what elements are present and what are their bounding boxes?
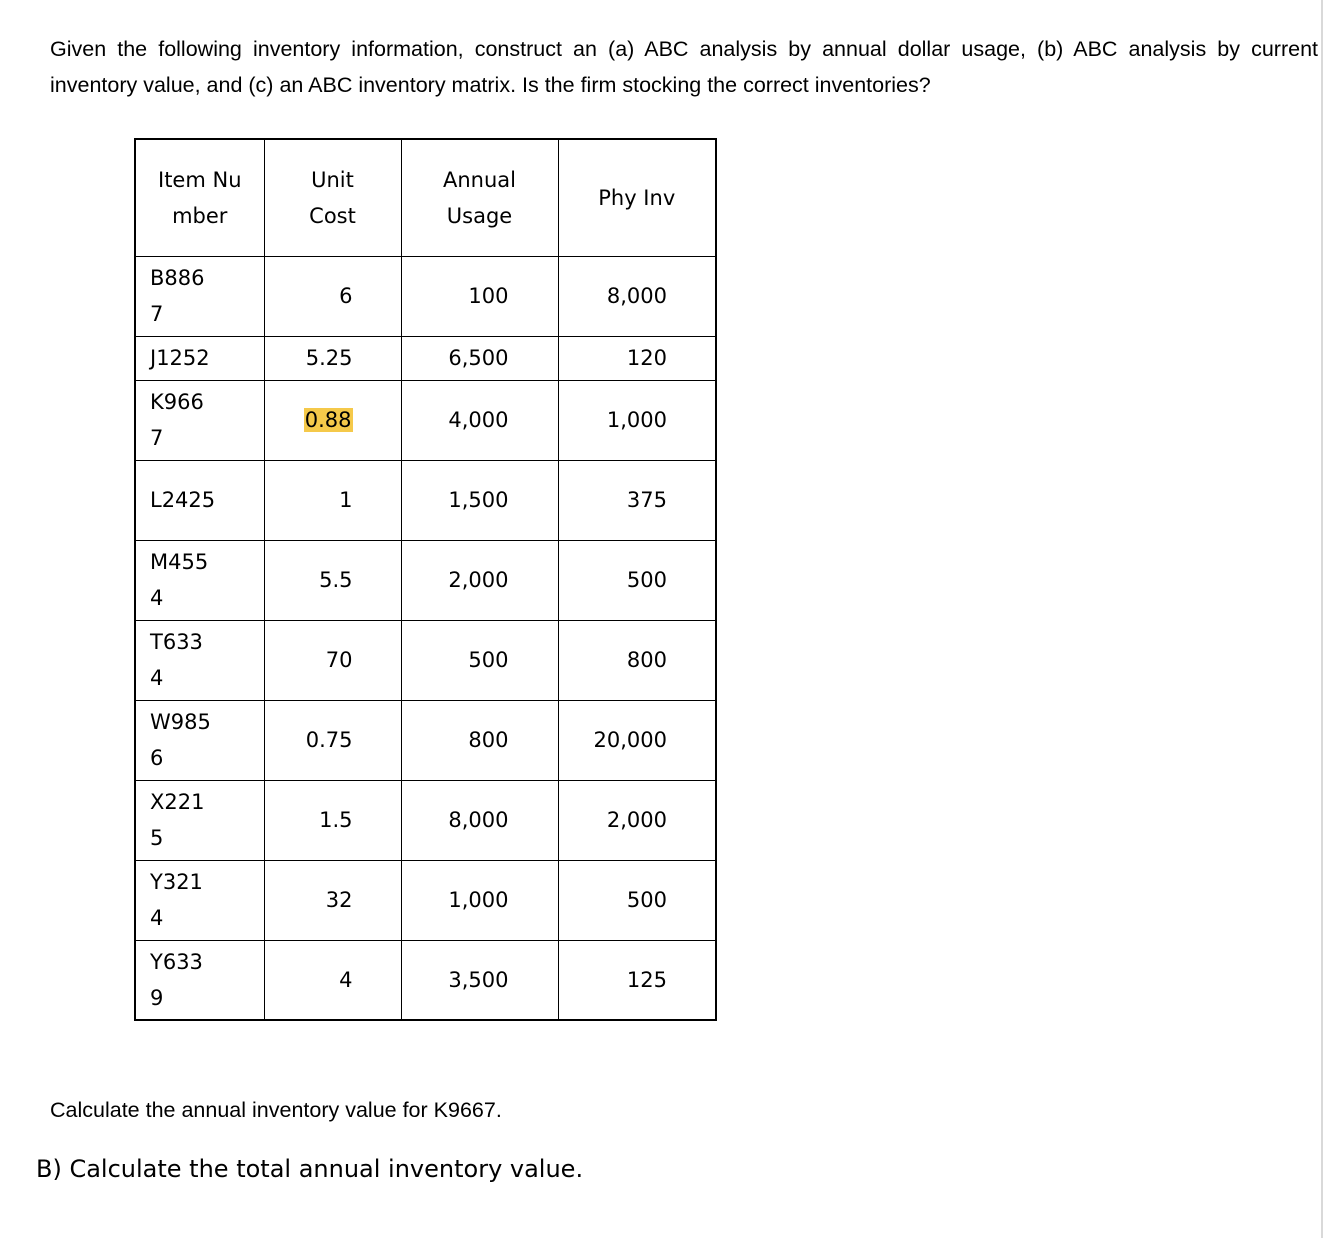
unit-cost-cell: 32 bbox=[264, 860, 401, 940]
item-number-cell: Y6339 bbox=[135, 940, 264, 1020]
table-row bbox=[135, 780, 716, 860]
header-item-number: Item Number bbox=[135, 139, 264, 256]
item-number-cell: B8867 bbox=[135, 256, 264, 336]
phy-inv-cell: 2,000 bbox=[558, 780, 716, 860]
annual-usage-cell: 100 bbox=[401, 256, 558, 336]
item-number-cell: M4554 bbox=[135, 540, 264, 620]
unit-cost-cell: 0.75 bbox=[264, 700, 401, 780]
inventory-table bbox=[134, 138, 717, 1021]
annual-usage-cell: 3,500 bbox=[401, 940, 558, 1020]
phy-inv-cell: 120 bbox=[558, 336, 716, 380]
unit-cost-cell: 5.5 bbox=[264, 540, 401, 620]
unit-cost-cell: 4 bbox=[264, 940, 401, 1020]
header-phy-inv: Phy Inv bbox=[558, 139, 716, 256]
table-row bbox=[135, 700, 716, 780]
table-row bbox=[135, 940, 716, 1020]
item-number-cell: J1252 bbox=[135, 336, 264, 380]
table-row bbox=[135, 336, 716, 380]
item-number-cell: W9856 bbox=[135, 700, 264, 780]
page-right-edge bbox=[1321, 0, 1323, 1238]
item-number-cell: X2215 bbox=[135, 780, 264, 860]
header-unit-cost: Unit Cost bbox=[264, 139, 401, 256]
header-annual-usage: Annual Usage bbox=[401, 139, 558, 256]
table-row bbox=[135, 620, 716, 700]
item-number-cell: L2425 bbox=[135, 460, 264, 540]
annual-usage-cell: 1,500 bbox=[401, 460, 558, 540]
part-b-text: B) Calculate the total annual inventory value. bbox=[36, 1155, 584, 1183]
problem-statement: Given the following inventory information, construct an (a) ABC analysis by annual dollar usage, (b) ABC analysis by current inventory value, and (c) an ABC inventory matrix. Is the firm stocking the correct inventories? bbox=[50, 37, 1318, 97]
phy-inv-cell: 20,000 bbox=[558, 700, 716, 780]
table-header-row bbox=[135, 139, 716, 256]
table-row bbox=[135, 540, 716, 620]
table-row bbox=[135, 256, 716, 336]
annual-usage-cell: 1,000 bbox=[401, 860, 558, 940]
item-number-cell: K9667 bbox=[135, 380, 264, 460]
table-row bbox=[135, 860, 716, 940]
annual-usage-cell: 800 bbox=[401, 700, 558, 780]
annual-usage-cell: 8,000 bbox=[401, 780, 558, 860]
phy-inv-cell: 375 bbox=[558, 460, 716, 540]
phy-inv-cell: 800 bbox=[558, 620, 716, 700]
phy-inv-cell: 125 bbox=[558, 940, 716, 1020]
question-text: Calculate the annual inventory value for K9667. bbox=[50, 1098, 502, 1122]
item-number-cell: T6334 bbox=[135, 620, 264, 700]
highlighted-value: 0.88 bbox=[304, 408, 352, 432]
unit-cost-cell bbox=[264, 380, 401, 460]
phy-inv-cell: 500 bbox=[558, 540, 716, 620]
item-number-cell: Y3214 bbox=[135, 860, 264, 940]
unit-cost-cell: 1.5 bbox=[264, 780, 401, 860]
unit-cost-cell: 6 bbox=[264, 256, 401, 336]
annual-usage-cell: 6,500 bbox=[401, 336, 558, 380]
annual-usage-cell: 2,000 bbox=[401, 540, 558, 620]
table-row bbox=[135, 380, 716, 460]
annual-usage-cell: 500 bbox=[401, 620, 558, 700]
phy-inv-cell: 500 bbox=[558, 860, 716, 940]
phy-inv-cell: 1,000 bbox=[558, 380, 716, 460]
annual-usage-cell: 4,000 bbox=[401, 380, 558, 460]
unit-cost-cell: 1 bbox=[264, 460, 401, 540]
table-row bbox=[135, 460, 716, 540]
unit-cost-cell: 70 bbox=[264, 620, 401, 700]
phy-inv-cell: 8,000 bbox=[558, 256, 716, 336]
unit-cost-cell: 5.25 bbox=[264, 336, 401, 380]
